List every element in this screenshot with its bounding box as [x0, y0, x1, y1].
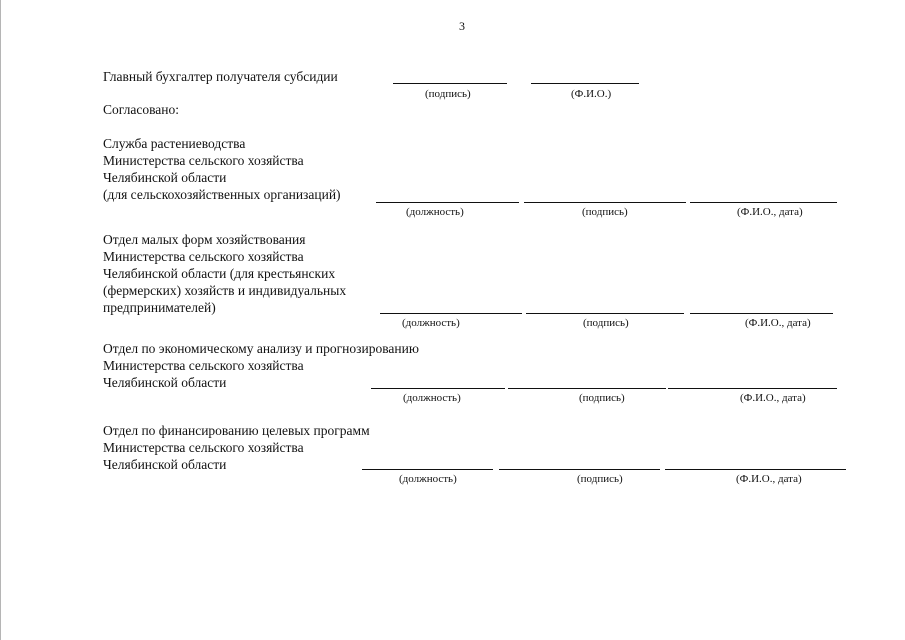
department-line: Министерства сельского хозяйства: [103, 440, 304, 455]
signature-caption: (подпись): [425, 88, 471, 100]
name-date-line: [690, 313, 833, 314]
position-caption: (должность): [402, 317, 460, 329]
department-line: Отдел малых форм хозяйствования: [103, 232, 306, 247]
position-caption: (должность): [403, 392, 461, 404]
position-line: [362, 469, 493, 470]
signature-line: [508, 388, 666, 389]
department-line: предпринимателей): [103, 300, 216, 315]
agreed-label: Согласовано:: [103, 102, 179, 117]
department-line: Министерства сельского хозяйства: [103, 249, 304, 264]
signature-caption: (подпись): [582, 206, 628, 218]
signature-caption: (подпись): [579, 392, 625, 404]
department-line: Отдел по экономическому анализу и прогнозированию: [103, 341, 419, 356]
department-line: Служба растениеводства: [103, 136, 246, 151]
signature-caption: (подпись): [583, 317, 629, 329]
position-line: [371, 388, 505, 389]
chief-accountant-label: Главный бухгалтер получателя субсидии: [103, 69, 338, 84]
name-date-caption: (Ф.И.О., дата): [737, 206, 803, 218]
signature-caption: (подпись): [577, 473, 623, 485]
department-line: Отдел по финансированию целевых программ: [103, 423, 370, 438]
department-line: (для сельскохозяйственных организаций): [103, 187, 341, 202]
department-line: Челябинской области: [103, 170, 227, 185]
name-date-line: [665, 469, 846, 470]
name-date-caption: (Ф.И.О., дата): [745, 317, 811, 329]
page-edge: [0, 0, 1, 640]
position-caption: (должность): [399, 473, 457, 485]
department-line: Челябинской области: [103, 375, 227, 390]
name-caption: (Ф.И.О.): [571, 88, 612, 100]
signature-line: [499, 469, 660, 470]
signature-line: [393, 83, 507, 84]
name-date-line: [668, 388, 837, 389]
position-line: [376, 202, 519, 203]
department-line: Челябинской области: [103, 457, 227, 472]
department-line: (фермерских) хозяйств и индивидуальных: [103, 283, 347, 298]
position-caption: (должность): [406, 206, 464, 218]
page-number: 3: [459, 19, 465, 33]
name-line: [531, 83, 639, 84]
signature-line: [524, 202, 686, 203]
position-line: [380, 313, 522, 314]
name-date-caption: (Ф.И.О., дата): [740, 392, 806, 404]
department-line: Челябинской области (для крестьянских: [103, 266, 336, 281]
department-line: Министерства сельского хозяйства: [103, 358, 304, 373]
signature-line: [526, 313, 684, 314]
department-line: Министерства сельского хозяйства: [103, 153, 304, 168]
name-date-caption: (Ф.И.О., дата): [736, 473, 802, 485]
name-date-line: [690, 202, 837, 203]
